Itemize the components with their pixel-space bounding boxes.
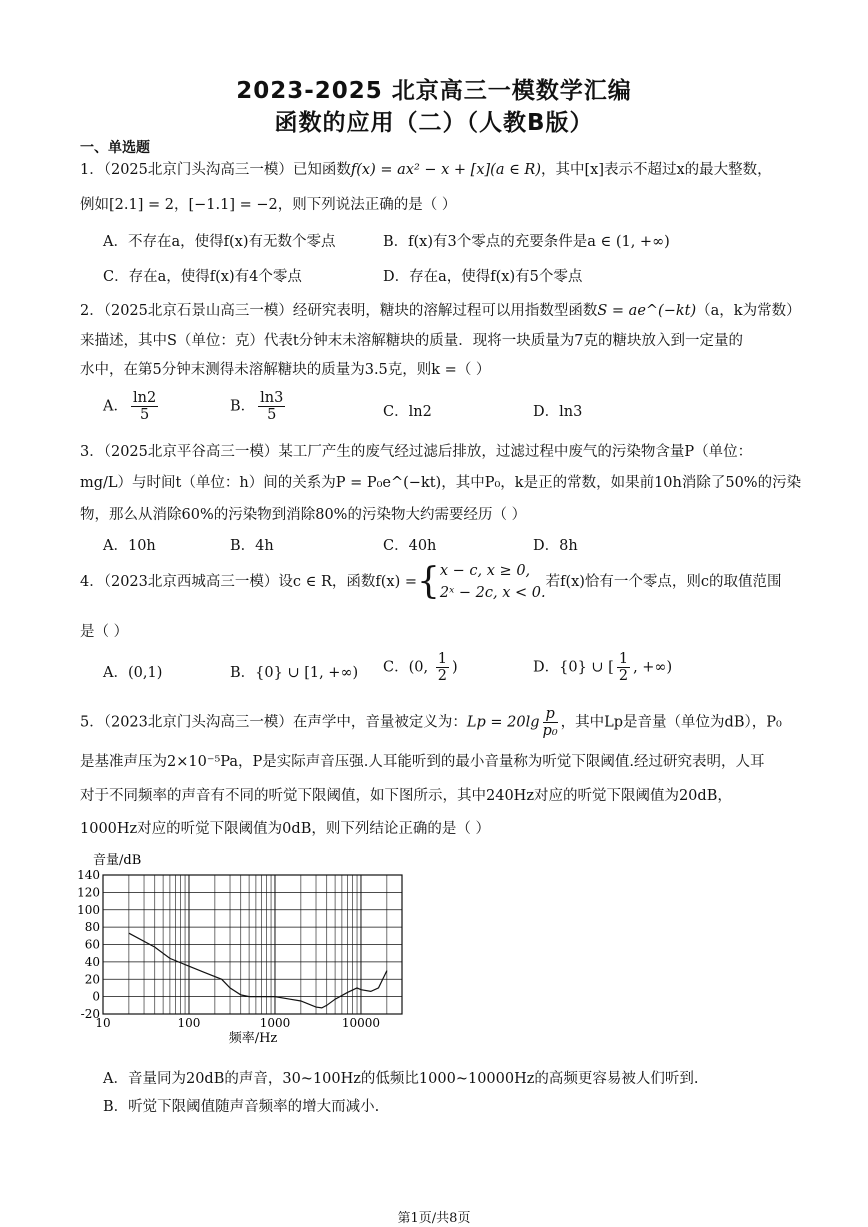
q2-option-b[interactable] [230,390,288,423]
q3-line-3: 物，那么从消除60%的污染物到消除80%的污染物大约需要经历（ ） [80,507,527,523]
y-tick-label: 40 [84,954,100,969]
q3-option-d[interactable]: D．8h [533,538,578,554]
q4-option-c[interactable] [383,651,458,684]
q2-option-a[interactable] [103,390,161,423]
q5-line-2: 是基准声压为2×10⁻⁵Pa，P是实际声音压强.人耳能听到的最小音量称为听觉下限阈值.经过研究表明，人耳 [80,754,765,770]
q3-option-b[interactable]: B．4h [230,538,274,554]
document-subtitle: 函数的应用（二）（人教B版） [274,110,594,136]
q3-line-2: mg/L）与时间t（单位：h）间的关系为P = P₀e^(−kt)，其中P₀，k是正的常数，如果前10h消除了50%的污染 [80,475,802,491]
y-tick-label: -20 [80,1007,100,1021]
q5-formula: Lp = 20lg [466,714,540,731]
q5-option-b[interactable]: B．听觉下限阈值随声音频率的增大而减小. [103,1099,380,1115]
q4-stem-start: 4．（2023北京西城高三一模）设c ∈ R，函数f(x) = [80,574,417,590]
q3-option-a[interactable]: A．10h [103,538,156,554]
q4-option-b[interactable]: B．{0} ∪ [1, +∞) [230,665,359,681]
q2-line-2: 来描述，其中S（单位：克）代表t分钟末未溶解糖块的质量．现将一块质量为7克的糖块放入到一定量的 [80,333,743,349]
q5-stem-start: 5．（2023北京门头沟高三一模）在声学中，音量被定义为： [80,714,467,731]
q2-option-a-label: A． [103,398,128,415]
q2-line-3: 水中，在第5分钟末测得未溶解糖块的质量为3.5克，则k =（ ） [80,362,491,378]
left-brace-icon: { [416,561,440,602]
q1-function: f(x) = ax² − x + [x](a ∈ R) [350,162,541,178]
q2-stem-start: 2．（2025北京石景山高三一模）经研究表明，糖块的溶解过程可以用指数型函数 [80,303,598,319]
y-tick-label: 60 [84,937,100,952]
chart-grid [103,875,402,1014]
q2-option-b-fraction [258,390,285,423]
q1-option-d[interactable]: D．存在a，使得f(x)有5个零点 [383,269,583,285]
q4-case-2: 2ˣ − 2c, x < 0. [439,585,546,601]
numerator: ln3 [260,390,284,406]
denominator: 2 [437,668,447,684]
page-footer: 第1页/共8页 [397,1211,471,1226]
y-tick-label: 100 [77,902,100,917]
q4-case-1: x − c, x ≥ 0, [439,563,531,579]
q1-stem-start: 1．（2025北京门头沟高三一模）已知函数 [80,162,351,178]
x-tick-labels [95,1016,380,1030]
y-tick-label: 80 [84,920,100,935]
q4-option-d-fraction [617,651,630,684]
x-tick-label: 10000 [341,1016,381,1030]
q1-option-c[interactable]: C．存在a，使得f(x)有4个零点 [103,269,302,285]
numerator: p [543,706,558,723]
section-heading: 一、单选题 [80,140,150,156]
q3-line-1: 3．（2025北京平谷高三一模）某工厂产生的废气经过滤后排放，过滤过程中废气的污染物含量P（单位： [80,444,753,460]
q2-line-1 [80,299,801,320]
q5-option-a[interactable]: A．音量同为20dB的声音，30~100Hz的低频比1000~10000Hz的高频更容易被人们听到. [103,1071,699,1087]
q4-option-d-post: , +∞) [633,659,673,676]
y-tick-label: 120 [77,885,100,900]
q1-option-b[interactable]: B．f(x)有3个零点的充要条件是a ∈ (1, +∞) [383,234,670,250]
denominator: 2 [618,668,629,684]
q2-stem-end: （a，k为常数） [696,303,801,319]
numerator: ln2 [132,390,157,406]
y-tick-labels [77,868,100,1021]
y-tick-label: 140 [77,868,100,882]
q2-option-a-fraction [131,390,158,423]
q2-option-b-label: B． [230,398,256,415]
q5-formula-fraction [543,706,558,739]
q4-piecewise [440,560,546,604]
numerator: 1 [437,651,447,667]
denominator: 5 [267,407,277,423]
q1-line-2: 例如[2.1] = 2，[−1.1] = −2，则下列说法正确的是（ ） [80,197,457,213]
document-title: 2023-2025 北京高三一模数学汇编 [236,78,632,104]
x-axis-label: 频率/Hz [228,1031,278,1046]
q1-option-a[interactable]: A．不存在a，使得f(x)有无数个零点 [103,234,336,250]
q2-option-c[interactable]: C．ln2 [383,404,432,420]
x-tick-label: 10 [95,1016,111,1030]
denominator: 5 [139,407,150,423]
q4-line-2: 是（ ） [80,624,129,640]
q5-line-1 [80,706,782,739]
y-tick-label: 20 [84,972,100,987]
q2-option-d[interactable]: D．ln3 [533,404,583,420]
q1-stem-end: ，其中[x]表示不超过x的最大整数， [540,162,772,178]
q4-stem-end: 若f(x)恰有一个零点，则c的取值范围 [545,574,782,590]
x-tick-label: 100 [177,1016,201,1030]
y-tick-label: 0 [92,989,100,1004]
q4-line-1 [80,560,782,604]
q4-option-c-fraction [436,651,449,684]
q2-function: S = ae^(−kt) [597,303,697,319]
q4-option-c-post: ) [451,659,458,676]
q4-option-d-pre: D．{0} ∪ [ [533,659,614,676]
q1-line-1 [80,158,772,179]
q4-option-a[interactable]: A．(0,1) [103,665,163,681]
hearing-threshold-chart [60,848,420,1050]
q4-option-c-pre: C．(0, [383,659,433,676]
x-tick-label: 1000 [259,1016,291,1030]
denominator: p₀ [542,723,558,739]
q5-stem-end: ，其中Lp是音量（单位为dB），P₀ [560,714,782,731]
numerator: 1 [618,651,629,667]
y-axis-label: 音量/dB [93,853,142,868]
q4-option-d[interactable] [533,651,672,684]
q3-option-c[interactable]: C．40h [383,538,437,554]
q5-line-3: 对于不同频率的声音有不同的听觉下限阈值，如下图所示，其中240Hz对应的听觉下限阈值为20dB， [80,788,732,804]
q5-line-4: 1000Hz对应的听觉下限阈值为0dB，则下列结论正确的是（ ） [80,821,490,837]
